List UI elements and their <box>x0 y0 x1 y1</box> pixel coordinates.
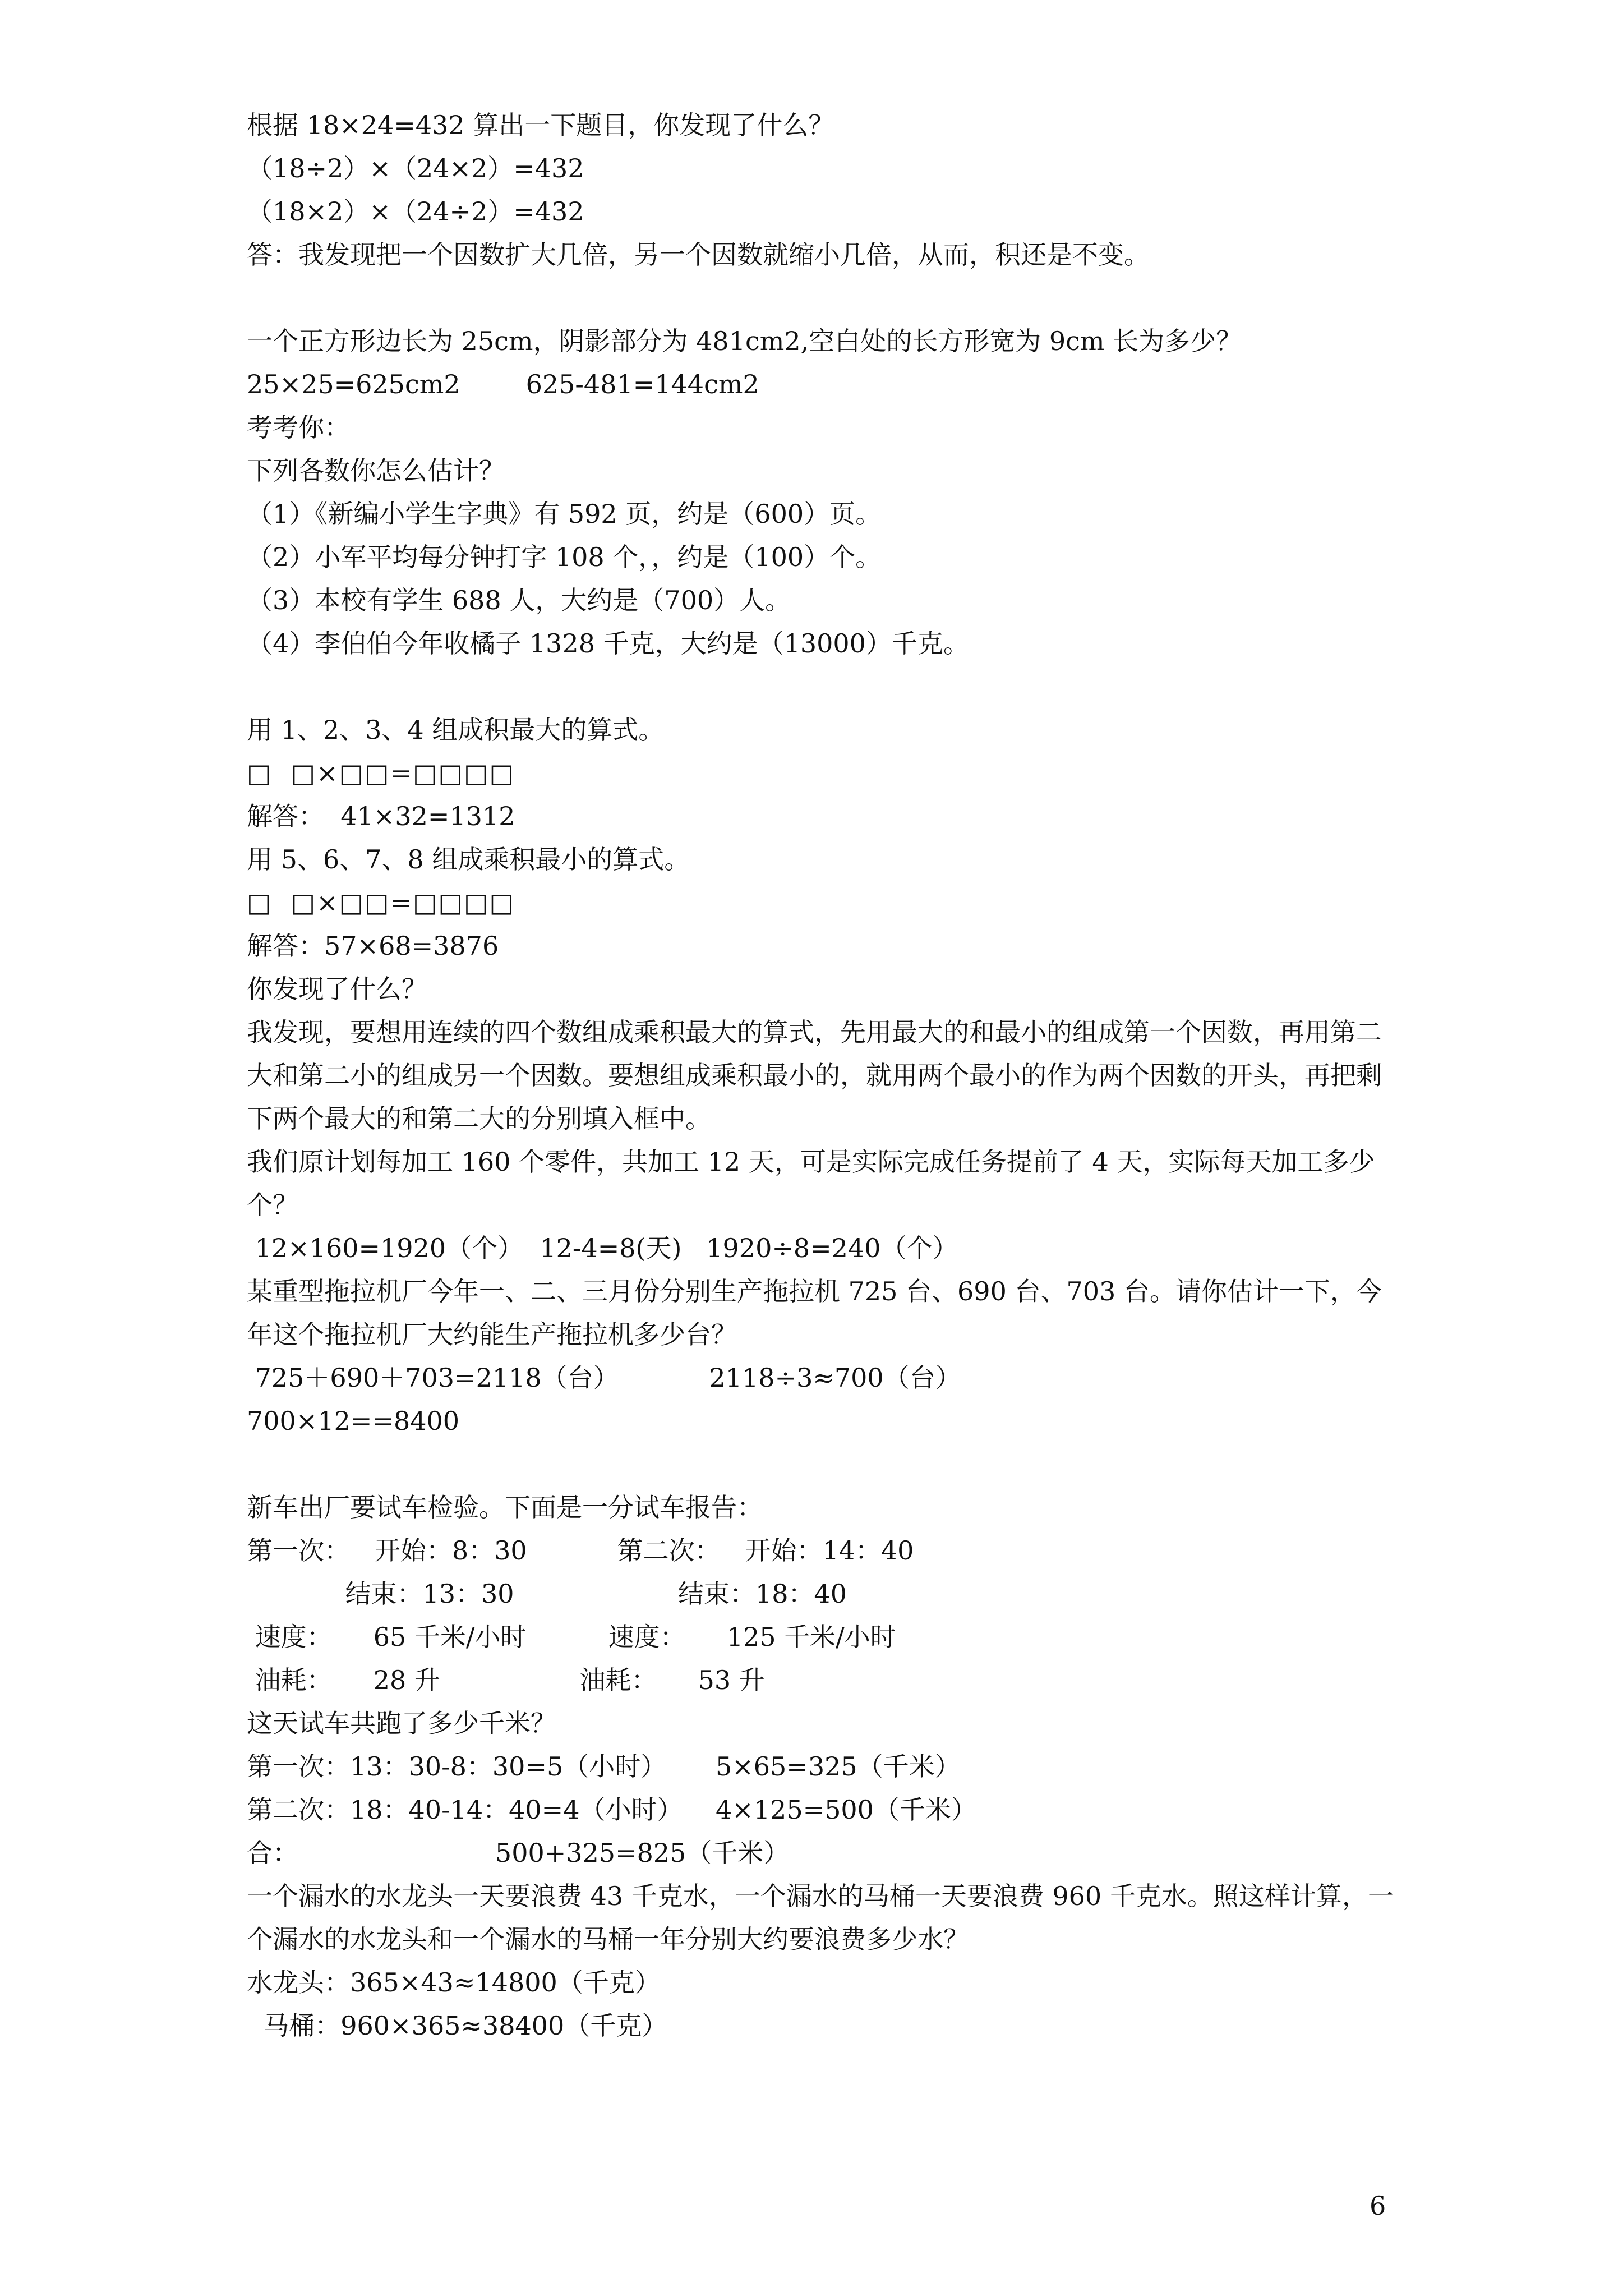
estimate-item: （2）小军平均每分钟打字 108 个，，约是（100）个。 <box>247 542 882 572</box>
question-square-area: 一个正方形边长为 25cm，阴影部分为 481cm2,空白处的长方形宽为 9cm 长为多少？ <box>247 326 1242 356</box>
box-template: □ □×□□=□□□□ <box>247 758 515 788</box>
question-min-product: 用 5、6、7、8 组成乘积最小的算式。 <box>247 844 690 875</box>
equation-line: （18÷2）×（24×2）=432 <box>247 153 584 183</box>
total-line: 合： 500+325=825（千米） <box>247 1838 790 1868</box>
spacer <box>247 277 1396 320</box>
question-discovery: 你发现了什么？ <box>247 974 427 1004</box>
estimate-item: （1）《新编小学生字典》有 592 页，约是（600）页。 <box>247 499 882 529</box>
equation-line: 725＋690＋703=2118（台） 2118÷3≈700（台） <box>247 1363 961 1393</box>
estimate-item: （3）本校有学生 688 人，大约是（700）人。 <box>247 585 791 615</box>
question-tractors: 某重型拖拉机厂今年一、二、三月份分别生产拖拉机 725 台、690 台、703 台。请你估计一下，今年这个拖拉机厂大约能生产拖拉机多少台？ <box>247 1276 1382 1350</box>
question-test-drive: 新车出厂要试车检验。下面是一分试车报告： <box>247 1492 763 1522</box>
equation-line: （18×2）×（24÷2）=432 <box>247 196 584 227</box>
equation-line: 第二次：18：40-14：40=4（小时） 4×125=500（千米） <box>247 1795 977 1825</box>
equation-line: 700×12==8400 <box>247 1406 460 1436</box>
question-estimate: 下列各数你怎么估计？ <box>247 455 505 486</box>
equation-line: 12×160=1920（个） 12-4=8(天) 1920÷8=240（个） <box>247 1233 958 1263</box>
answer-line: 解答： 41×32=1312 <box>247 801 515 831</box>
question-parts: 我们原计划每加工 160 个零件，共加工 12 天，可是实际完成任务提前了 4 天，实际每天加工多少个？ <box>247 1147 1375 1220</box>
answer-line: 解答：57×68=3876 <box>247 931 499 961</box>
equation-line: 第一次：13：30-8：30=5（小时） 5×65=325（千米） <box>247 1751 961 1782</box>
report-row: 第一次： 开始：8：30 第二次： 开始：14：40 <box>247 1535 914 1566</box>
equation-line: 25×25=625cm2 625-481=144cm2 <box>247 369 759 399</box>
question-max-product: 用 1、2、3、4 组成积最大的算式。 <box>247 715 665 745</box>
equation-line: 马桶：960×365≈38400（千克） <box>247 2010 668 2041</box>
report-row: 结束：13：30 结束：18：40 <box>247 1579 847 1609</box>
spacer <box>247 1443 1396 1486</box>
answer-line: 答：我发现把一个因数扩大几倍，另一个因数就缩小几倍，从而，积还是不变。 <box>247 240 1150 270</box>
spacer <box>247 665 1396 708</box>
document-body <box>247 104 1396 2047</box>
page-number: 6 <box>1370 2191 1386 2221</box>
discovery-paragraph: 我发现，要想用连续的四个数组成乘积最大的算式，先用最大的和最小的组成第一个因数，再用第二大和第二小的组成另一个因数。要想组成乘积最小的，就用两个最小的作为两个因数的开头，再把剩下两个最大的和第二大的分别填入框中。 <box>247 1017 1382 1134</box>
report-row: 速度： 65 千米/小时 速度： 125 千米/小时 <box>247 1622 896 1652</box>
question-factor-change: 根据 18×24=432 算出一下题目，你发现了什么？ <box>247 110 834 140</box>
question-water: 一个漏水的水龙头一天要浪费 43 千克水，一个漏水的马桶一天要浪费 960 千克水。照这样计算，一个漏水的水龙头和一个漏水的马桶一年分别大约要浪费多少水？ <box>247 1881 1394 1954</box>
report-row: 油耗： 28 升 油耗： 53 升 <box>247 1665 765 1695</box>
estimate-item: （4）李伯伯今年收橘子 1328 千克，大约是（13000）千克。 <box>247 628 969 659</box>
box-template: □ □×□□=□□□□ <box>247 887 515 918</box>
equation-line: 水龙头：365×43≈14800（千克） <box>247 1967 661 1998</box>
heading-quiz: 考考你： <box>247 412 350 443</box>
question-distance: 这天试车共跑了多少千米？ <box>247 1708 556 1738</box>
